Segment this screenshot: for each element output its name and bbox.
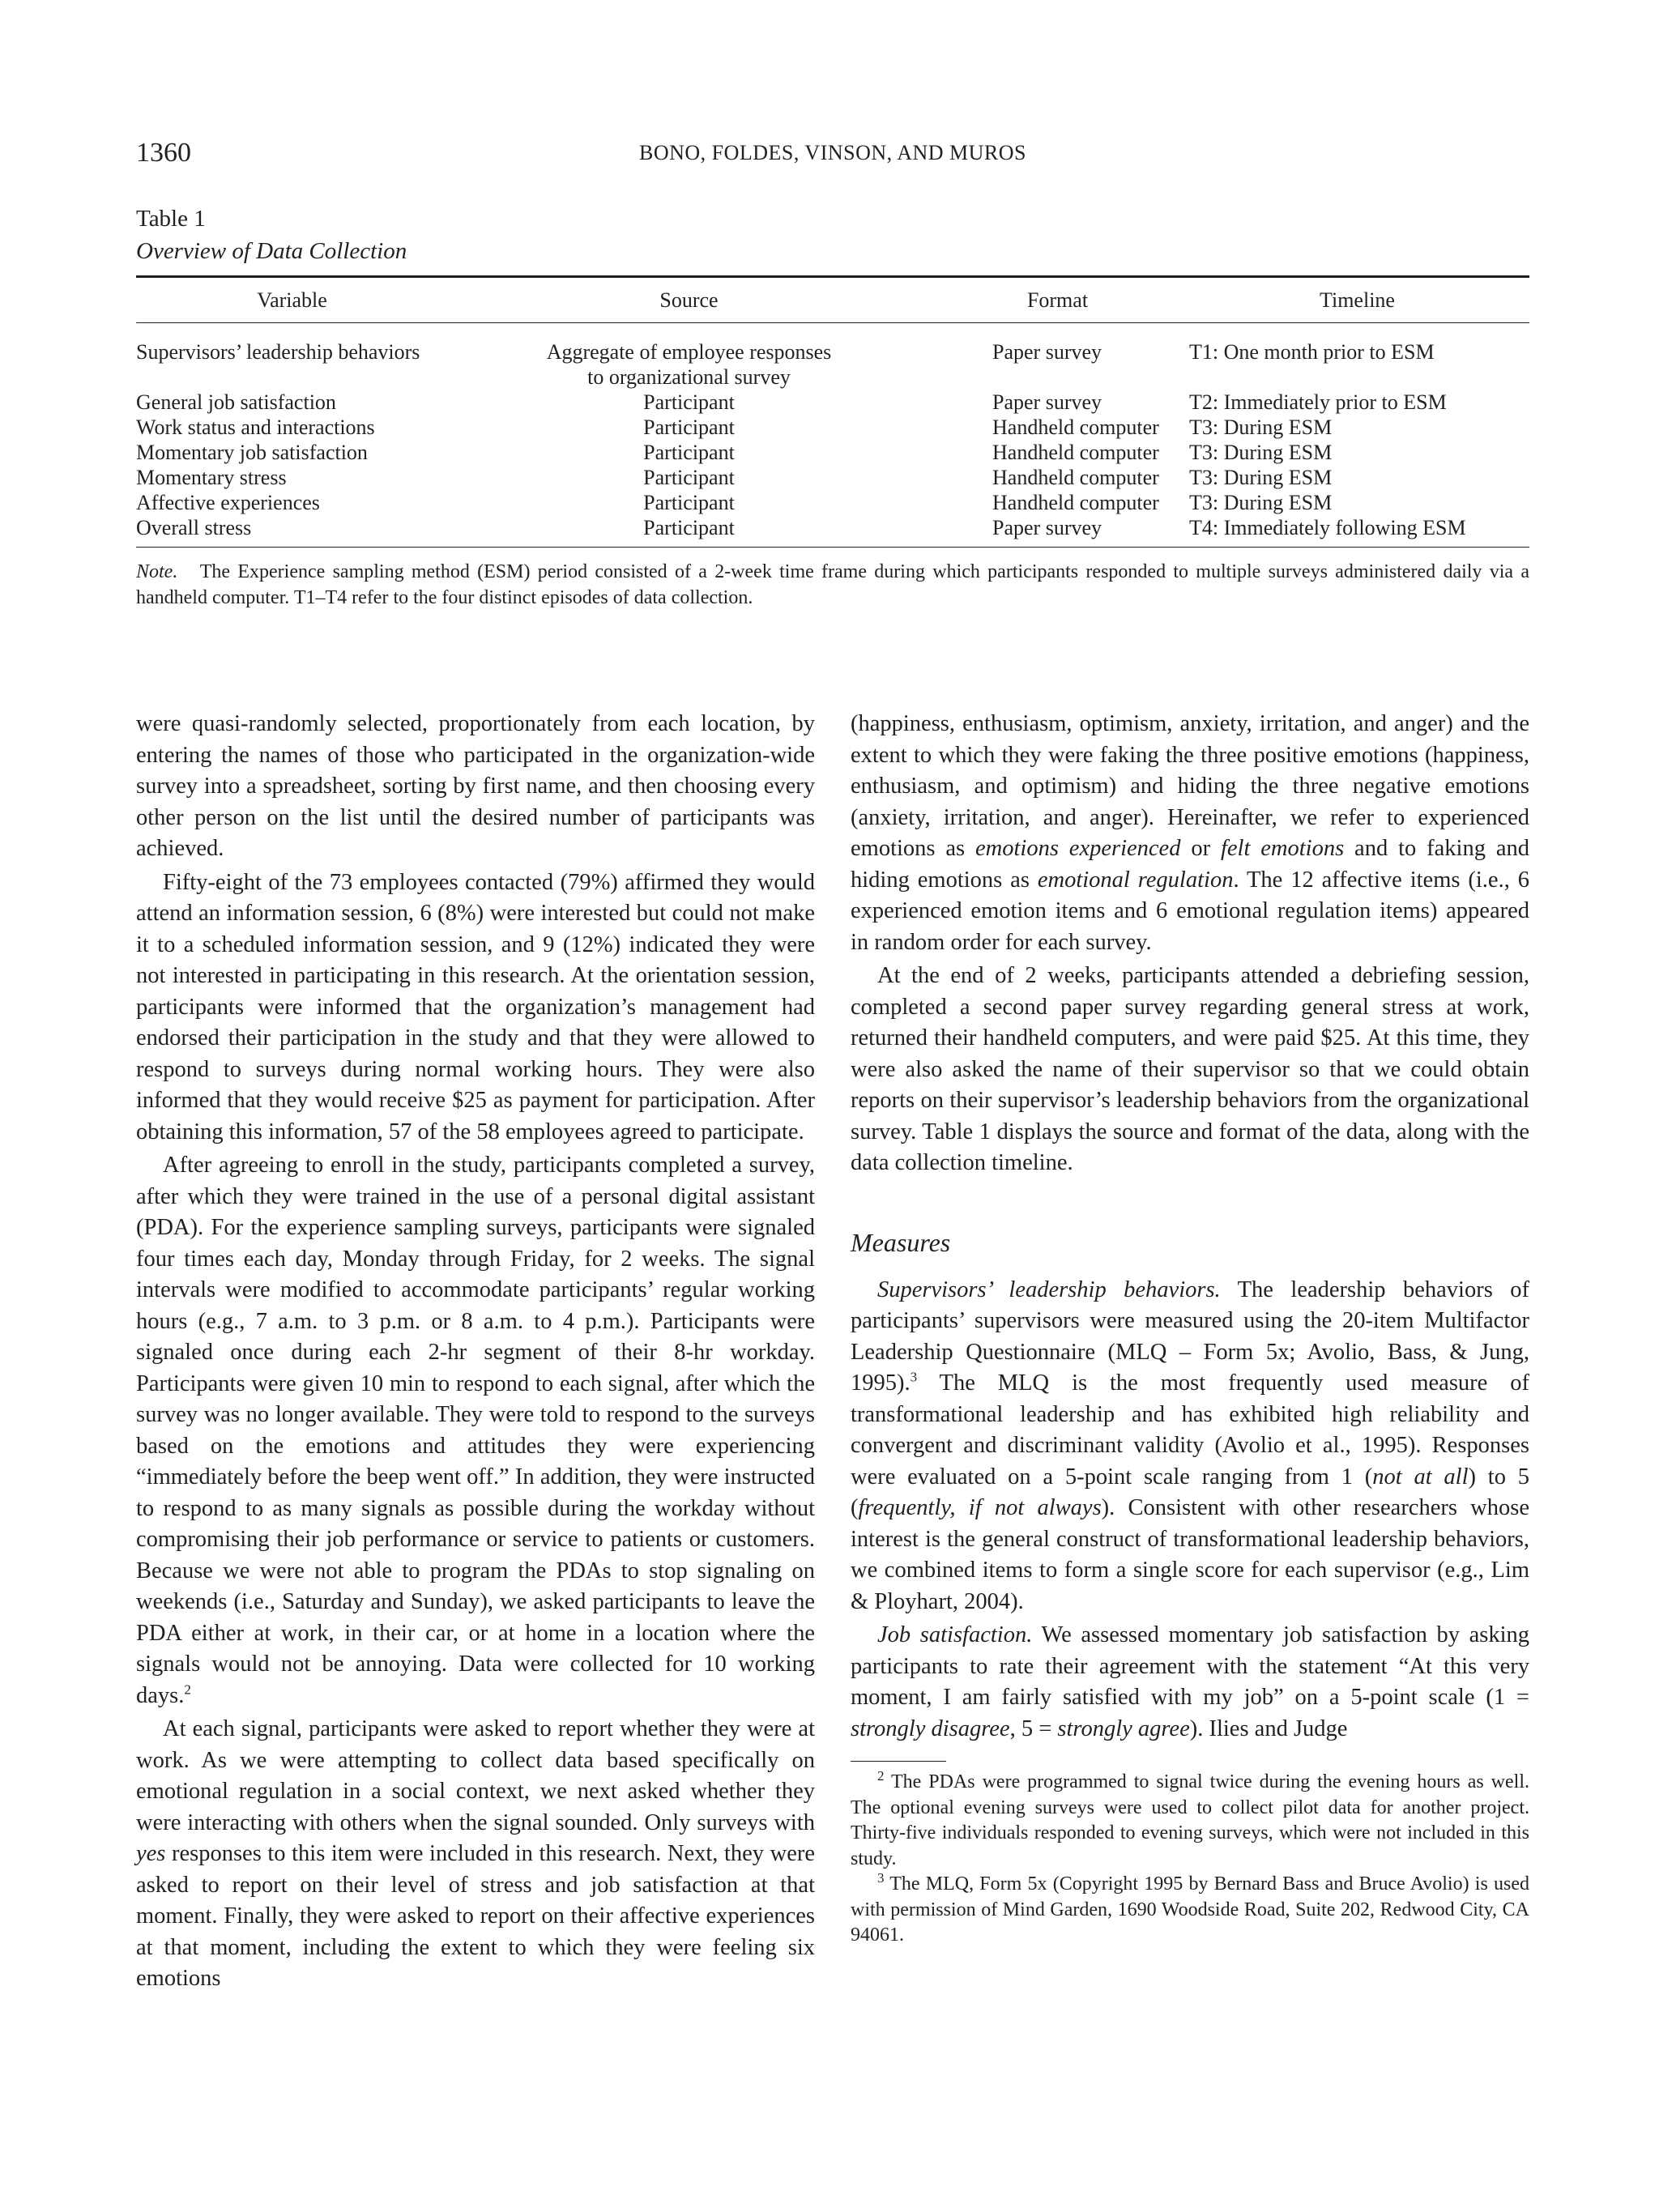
- footnote-text: The PDAs were programmed to signal twice during the evening hours as well. The optional evening surveys were used to collect pilot data for another project. Thirty-five individuals responded to evening surveys, which were not included in this study.: [851, 1771, 1529, 1869]
- table-header-row: [136, 277, 1529, 323]
- cell-source-line2: to organizational survey: [587, 365, 791, 389]
- footnote-text: The MLQ, Form 5x (Copyright 1995 by Bernard Bass and Bruce Avolio) is used with permission of Mind Garden, 1690 Woodside Road, Suite 202, Redwood City, CA 94061.: [851, 1873, 1529, 1946]
- cell-variable: Overall stress: [136, 515, 448, 548]
- cell-format: Paper survey: [930, 515, 1185, 548]
- cell-source: [448, 323, 930, 390]
- cell-format: Paper survey: [992, 390, 1102, 414]
- journal-page: [136, 138, 1530, 1991]
- left-column: [136, 709, 815, 1995]
- data-collection-table: [136, 275, 1529, 548]
- table-note: [136, 559, 1529, 611]
- paragraph: [851, 1275, 1529, 1618]
- cell-source: Participant: [448, 515, 930, 548]
- subsection-heading: Job satisfaction.: [877, 1622, 1033, 1647]
- paragraph-emphasis: strongly disagree: [851, 1715, 1010, 1741]
- paragraph-text: and to faking and hiding emotions as: [851, 836, 1529, 893]
- cell-format: Paper survey: [992, 340, 1102, 364]
- paragraph: [136, 1150, 815, 1711]
- cell-variable: Work status and interactions: [136, 416, 375, 439]
- paragraph-emphasis: felt emotions: [1220, 836, 1345, 861]
- paragraph-text: After agreeing to enroll in the study, participants completed a survey, after which they were trained in the use of a personal digital assistant (PDA). For the experience sampling surveys, participants were signaled four times each day, Monday through Friday, for 2 weeks. The signal intervals were modified to accommodate participants’ regular working hours (e.g., 7 a.m. to 3 p.m. or 8 a.m. to 4 p.m.). Participants were signaled once during each 2-hr segment of their 8-hr workday. Participants were given 10 min to respond to each signal, after which the survey was no longer available. They were told to respond to the surveys based on the emotions and attitudes they were experiencing “immediately before the beep went off.” In addition, they were instructed to respond to as many signals as possible during the workday without compromising their job performance or service to patients or customers. Because we were not able to program the PDAs to stop signaling on weekends (i.e., Saturday and Sunday), we asked participants to leave the PDA either at work, in their car, or at home in a location where the signals would not be annoying. Data were collected for 10 working days.: [136, 1153, 815, 1708]
- footnote-mark: 2: [877, 1768, 885, 1784]
- cell-variable: General job satisfaction: [136, 390, 336, 414]
- table-row: [136, 323, 1529, 390]
- paragraph: Fifty-eight of the 73 employees contacted (79%) affirmed they would attend an information session, 6 (8%) were interested but could not make it to a scheduled information session, and 9 (12%) indicated they were not interested in participating in this research. At the orientation session, participants were informed that the organization’s management had endorsed their participation in the study and that they were allowed to respond to surveys during normal working hours. They were also informed that they would receive $25 as payment for participation. After obtaining this information, 57 of the 58 employees agreed to participate.: [136, 869, 815, 1144]
- cell-timeline: T2: Immediately prior to ESM: [1189, 390, 1447, 414]
- cell-timeline: T1: One month prior to ESM: [1189, 340, 1435, 364]
- paragraph: At the end of 2 weeks, participants attended a debriefing session, completed a second paper survey regarding general stress at work, returned their handheld computers, and were paid $25. At this time, they were also asked the name of their supervisor so that we could obtain reports on their supervisor’s leadership behaviors from the organizational survey. Table 1 displays the source and format of the data, along with the data collection timeline.: [851, 963, 1529, 1175]
- cell-timeline: T3: During ESM: [1189, 416, 1333, 439]
- paragraph-text: At each signal, participants were asked to report whether they were at work. As we were attempting to collect data based specifically on emotional regulation in a social context, we next asked whether they were interacting with others when the signal sounded. Only surveys with: [136, 1716, 815, 1835]
- paragraph-text: The leadership behaviors of participants’ supervisors were measured using the 20-item Multifactor Leadership Questionnaire (MLQ – Form 5x; Avolio, Bass, & Jung, 1995).: [851, 1276, 1529, 1396]
- running-head-authors: BONO, FOLDES, VINSON, AND MUROS: [638, 141, 1027, 164]
- column-header-variable: Variable: [136, 277, 448, 323]
- paragraph-text: ). Consistent with other researchers whose interest is the general construct of transformational leadership behaviors, we combined items to form a single score for each supervisor (e.g., Lim & Ployhart, 2004).: [851, 1495, 1529, 1614]
- footnote-2: [851, 1770, 1529, 1872]
- paragraph-text: . The 12 affective items (i.e., 6 experienced emotion items and 6 emotional regulation items) appeared in random order for each survey.: [851, 867, 1529, 955]
- column-header-source: Source: [448, 277, 930, 323]
- footnote-ref-3: 3: [910, 1369, 918, 1385]
- table-row: [136, 390, 1529, 415]
- paragraph-emphasis: emotions experienced: [975, 836, 1181, 861]
- page-number: 1360: [136, 138, 191, 168]
- paragraph-text: , 5 =: [1009, 1715, 1058, 1741]
- cell-timeline: T3: During ESM: [1189, 491, 1333, 514]
- cell-format: Handheld computer: [992, 441, 1159, 464]
- cell-source: Participant: [643, 466, 735, 489]
- cell-source: Participant: [643, 390, 735, 414]
- table-row: [136, 440, 1529, 465]
- paragraph-text: (happiness, enthusiasm, optimism, anxiety, irritation, and anger) and the extent to which they were faking the three positive emotions (happiness, enthusiasm, and optimism) and hiding the three negative emotions (anxiety, irritation, and anger). Hereinafter, we refer to experienced emotions as: [851, 711, 1529, 861]
- footnote-rule: [851, 1761, 946, 1762]
- cell-source: Participant: [643, 416, 735, 439]
- footnote-ref-2: 2: [184, 1681, 191, 1697]
- paragraph-text: responses to this item were included in this research. Next, they were asked to report on their level of stress and job satisfaction at that moment. Finally, they were asked to report on their affective experiences at that moment, including the extent to which they were feeling six emotions: [136, 1841, 815, 1991]
- table-caption: Overview of Data Collection: [136, 238, 407, 264]
- column-header-timeline: Timeline: [1185, 277, 1529, 323]
- footnote-mark: 3: [877, 1870, 885, 1886]
- subsection-heading: Supervisors’ leadership behaviors.: [877, 1276, 1221, 1302]
- table-row: [136, 490, 1529, 515]
- section-heading-measures: Measures: [851, 1227, 951, 1257]
- right-column: [851, 709, 1529, 1949]
- cell-format: Handheld computer: [992, 491, 1159, 514]
- cell-source: Participant: [643, 441, 735, 464]
- cell-timeline: T4: Immediately following ESM: [1185, 515, 1529, 548]
- cell-variable: Affective experiences: [136, 491, 320, 514]
- cell-format: Handheld computer: [992, 466, 1159, 489]
- running-head: [136, 138, 1529, 170]
- cell-variable: Supervisors’ leadership behaviors: [136, 340, 420, 364]
- paragraph: [136, 1714, 815, 1995]
- paragraph: were quasi-randomly selected, proportionately from each location, by entering the names of those who participated in the organization-wide survey into a spreadsheet, sorting by first name, and then choosing every other person on the list until the desired number of participants was achieved.: [136, 711, 815, 861]
- cell-source: Participant: [643, 491, 735, 514]
- table-row: [136, 515, 1529, 548]
- table-row: [136, 465, 1529, 490]
- paragraph-text: ). Ilies and Judge: [1189, 1715, 1348, 1741]
- paragraph-emphasis: strongly agree: [1057, 1715, 1190, 1741]
- cell-format: Handheld computer: [992, 416, 1159, 439]
- paragraph-emphasis: not at all: [1372, 1464, 1469, 1490]
- table-note-label: Note.: [136, 561, 178, 582]
- paragraph-emphasis: yes: [136, 1841, 166, 1866]
- paragraph: [851, 709, 1529, 958]
- table-row: [136, 415, 1529, 440]
- paragraph-text: The MLQ is the most frequently used measure of transformational leadership and has exhibited high reliability and convergent and discriminant validity (Avolio et al., 1995). Responses were evaluated on a 5-point scale ranging from 1 (: [851, 1370, 1529, 1490]
- paragraph-emphasis: emotional regulation: [1037, 867, 1234, 893]
- table-note-text: The Experience sampling method (ESM) period consisted of a 2-week time frame during which participants responded to multiple surveys administered daily via a handheld computer. T1–T4 refer to the four distinct episodes of data collection.: [136, 561, 1529, 608]
- cell-variable: Momentary job satisfaction: [136, 441, 368, 464]
- cell-source-line1: Aggregate of employee responses: [546, 340, 832, 364]
- cell-timeline: T3: During ESM: [1189, 466, 1333, 489]
- footnote-3: [851, 1872, 1529, 1949]
- paragraph: [851, 1620, 1529, 1745]
- paragraph-text: We assessed momentary job satisfaction by asking participants to rate their agreement with the statement “At this very moment, I am fairly satisfied with my job” on a 5-point scale (1 =: [851, 1622, 1530, 1710]
- paragraph-emphasis: frequently, if not always: [858, 1495, 1102, 1520]
- cell-timeline: T3: During ESM: [1189, 441, 1333, 464]
- table-label: Table 1: [136, 206, 206, 232]
- column-header-format: Format: [930, 277, 1185, 323]
- cell-variable: Momentary stress: [136, 466, 287, 489]
- paragraph-text: ) to 5 (: [851, 1464, 1529, 1520]
- paragraph-text: or: [1180, 836, 1221, 861]
